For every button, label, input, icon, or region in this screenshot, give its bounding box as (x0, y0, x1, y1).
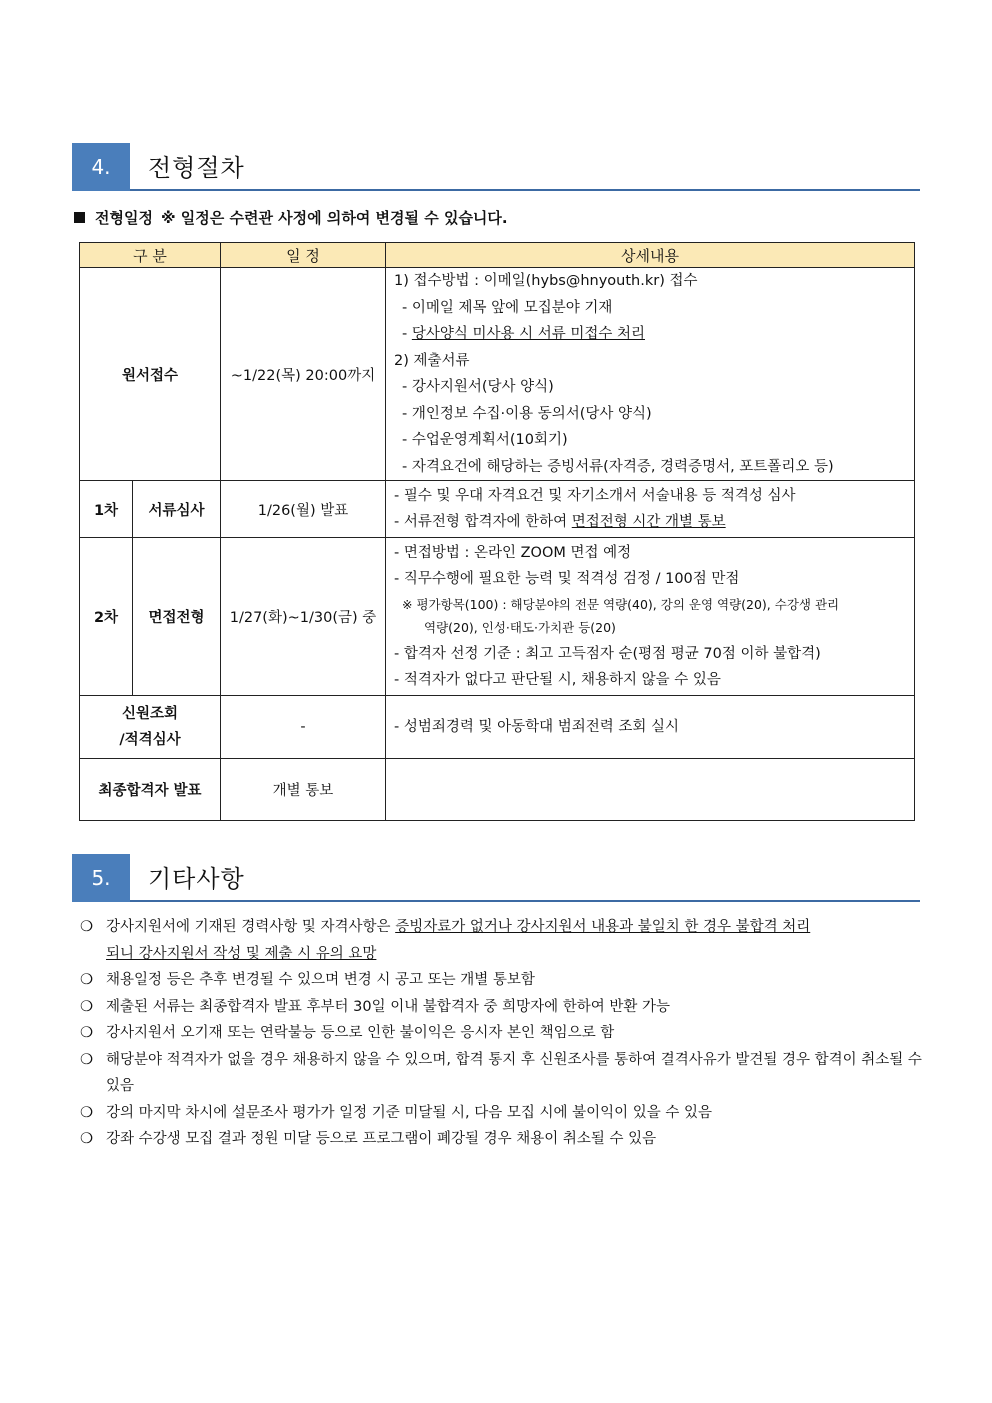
section-5-title: 기타사항 (148, 865, 245, 893)
row-round2-label: 면접전형 (133, 538, 221, 696)
circle-bullet-icon: ❍ (80, 919, 93, 935)
list-item: ❍ 해당분야 적격자가 없을 경우 채용하지 않을 수 있으며, 합격 통지 후 신원조사를 통하여 결격사유가 발견될 경우 합격이 취소될 수 있음 (80, 1047, 925, 1100)
detail-line: - 이메일 제목 앞에 모집분야 기재 (402, 299, 613, 316)
detail-line: 2) 제출서류 (394, 352, 470, 369)
detail-line: - 면접방법 : 온라인 ZOOM 면접 예정 (394, 544, 632, 561)
header-category: 구 분 (80, 243, 221, 268)
section-4-title: 전형절차 (148, 154, 245, 182)
table-header-row (80, 243, 915, 268)
schedule-subhead (74, 207, 508, 228)
detail-line: - 합격자 선정 기준 : 최고 고득점자 순(평점 평균 70점 이하 불합격) (394, 645, 821, 662)
circle-bullet-icon: ❍ (80, 998, 93, 1015)
row-check-label: 신원조회 /적격심사 (80, 696, 221, 759)
detail-line: - 적격자가 없다고 판단될 시, 채용하지 않을 수 있음 (394, 672, 721, 688)
schedule-table (79, 242, 915, 821)
row-check-date: - (221, 696, 386, 759)
header-details: 상세내용 (386, 243, 915, 268)
table-row (80, 759, 915, 821)
row-final-details (386, 759, 915, 821)
underlined-text: 당사양식 미사용 시 서류 미접수 처리 (411, 326, 645, 342)
circle-bullet-icon: ❍ (80, 1131, 93, 1147)
circle-bullet-icon: ❍ (80, 972, 93, 988)
detail-line: - 자격요건에 해당하는 증빙서류(자격증, 경력증명서, 포트폴리오 등) (402, 458, 834, 475)
header-schedule: 일 정 (221, 243, 386, 268)
list-item: ❍ 강의 마지막 차시에 설문조사 평가가 일정 기준 미달될 시, 다음 모집 시에 불이익이 있을 수 있음 (80, 1100, 925, 1127)
row-round1-stage: 1차 (80, 481, 133, 538)
notes-list (80, 914, 925, 1153)
section-4-number: 4. (72, 143, 130, 191)
table-row (80, 481, 915, 538)
circle-bullet-icon: ❍ (80, 1051, 93, 1068)
table-row (80, 538, 915, 696)
detail-line: 역량(20), 인성·태도·가치관 등(20) (424, 619, 616, 635)
row-check-details (386, 696, 915, 759)
list-item: ❍ 채용일정 등은 추후 변경될 수 있으며 변경 시 공고 또는 개별 통보함 (80, 967, 925, 994)
detail-line: - 성범죄경력 및 아동학대 범죄전력 조회 실시 (394, 718, 680, 735)
list-item: ❍ 강좌 수강생 모집 결과 정원 미달 등으로 프로그램이 폐강될 경우 채용이 취소될 수 있음 (80, 1126, 925, 1153)
detail-line: - 수업운영계획서(10회기) (402, 432, 568, 448)
list-item: ❍ 강사지원서 오기재 또는 연락불능 등으로 인한 불이익은 응시자 본인 책임으로 함 (80, 1020, 925, 1047)
underlined-text: 증빙자료가 없거나 강사지원서 내용과 불일치 한 경우 불합격 처리 (395, 919, 811, 935)
section-5-header (72, 854, 920, 902)
row-apply-details (386, 268, 915, 481)
detail-line: ※ 평가항목(100) : 해당분야의 전문 역량(40), 강의 운영 역량(20), 수강생 관리 (402, 596, 840, 612)
table-row (80, 268, 915, 481)
detail-line: - 직무수행에 필요한 능력 및 적격성 검정 / 100점 만점 (394, 571, 740, 587)
row-apply-date: ~1/22(목) 20:00까지 (221, 268, 386, 481)
row-final-label: 최종합격자 발표 (80, 759, 221, 821)
row-apply-label: 원서접수 (80, 268, 221, 481)
underlined-text: 면접전형 시간 개별 통보 (571, 514, 726, 530)
schedule-label: 전형일정 (95, 209, 153, 227)
circle-bullet-icon: ❍ (80, 1104, 93, 1121)
detail-line: 1) 접수방법 : 이메일(hybs@hnyouth.kr) 접수 (394, 273, 698, 289)
row-round2-stage: 2차 (80, 538, 133, 696)
row-final-date: 개별 통보 (221, 759, 386, 821)
underlined-text: 되니 강사지원서 작성 및 제출 시 유의 요망 (106, 945, 377, 962)
section-4-rule (130, 189, 920, 191)
section-5-number: 5. (72, 854, 130, 902)
square-bullet-icon (74, 212, 85, 223)
row-round1-date: 1/26(월) 발표 (221, 481, 386, 538)
detail-line: - 서류전형 합격자에 한하여 면접전형 시간 개별 통보 (394, 514, 726, 530)
circle-bullet-icon: ❍ (80, 1025, 93, 1041)
row-round1-label: 서류심사 (133, 481, 221, 538)
detail-line: - 당사양식 미사용 시 서류 미접수 처리 (402, 326, 645, 342)
row-round2-date: 1/27(화)~1/30(금) 중 (221, 538, 386, 696)
list-item: ❍ 강사지원서에 기재된 경력사항 및 자격사항은 증빙자료가 없거나 강사지원서 내용과 불일치 한 경우 불합격 처리 되니 강사지원서 작성 및 제출 시 유의 요망 (80, 914, 925, 967)
row-round1-details (386, 481, 915, 538)
section-4-header (72, 143, 920, 191)
detail-line: - 개인정보 수집·이용 동의서(당사 양식) (402, 405, 652, 422)
detail-line: - 필수 및 우대 자격요건 및 자기소개서 서술내용 등 적격성 심사 (394, 487, 796, 504)
row-round2-details (386, 538, 915, 696)
table-row (80, 696, 915, 759)
detail-line: - 강사지원서(당사 양식) (402, 379, 554, 395)
list-item: ❍ 제출된 서류는 최종합격자 발표 후부터 30일 이내 불합격자 중 희망자에 한하여 반환 가능 (80, 994, 925, 1021)
section-5-rule (130, 900, 920, 902)
schedule-note: ※ 일정은 수련관 사정에 의하여 변경될 수 있습니다. (160, 209, 508, 227)
